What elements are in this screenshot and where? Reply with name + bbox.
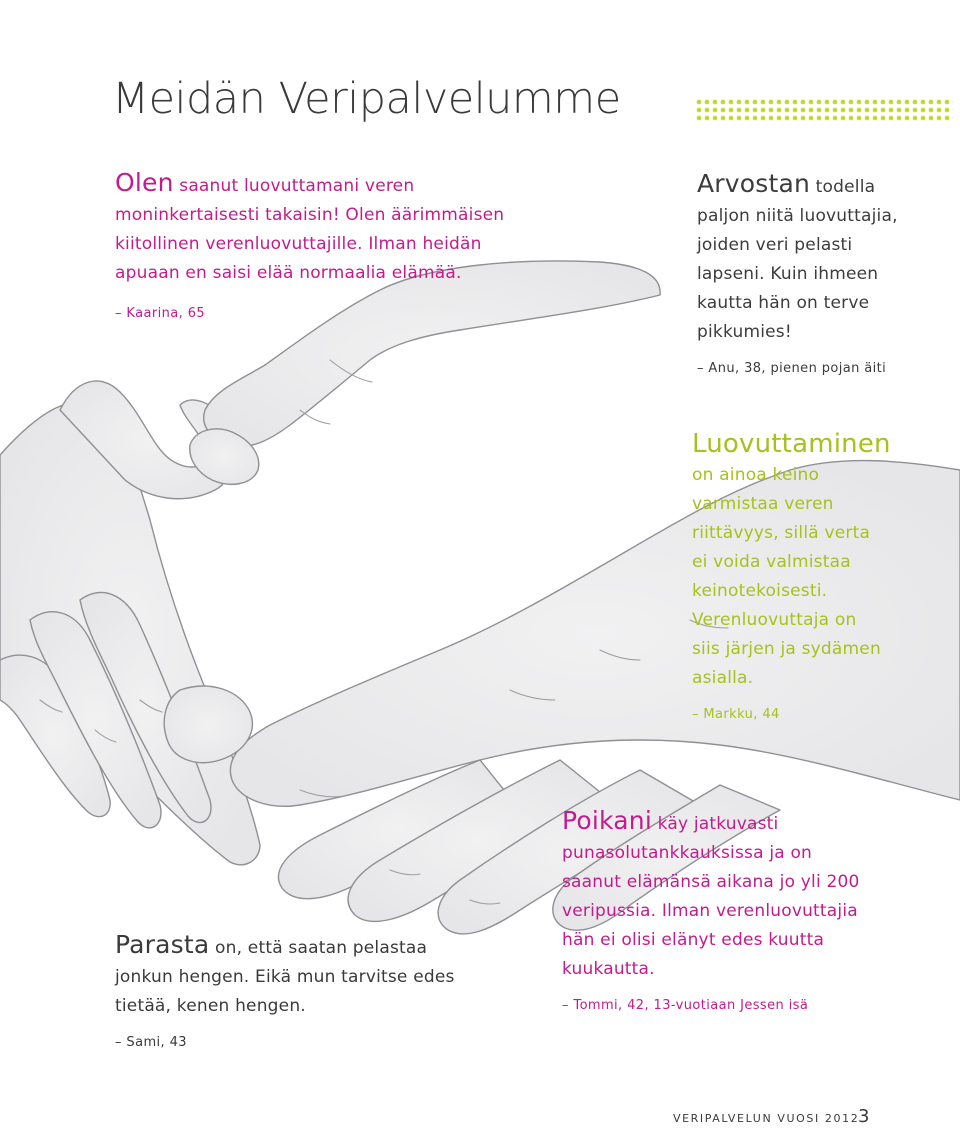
quote-tommi [562, 806, 922, 1016]
quote-text-line: pikkumies! [697, 322, 792, 342]
quote-author: – Sami, 43 [115, 1035, 187, 1050]
quote-text-line: asialla. [692, 668, 754, 688]
quote-text-line: apuaan en saisi elää normaalia elämää. [115, 263, 462, 283]
title-dot-pattern [695, 98, 953, 122]
quote-text-line: on ainoa keino [692, 465, 820, 485]
quote-text-line: keinotekoisesti. [692, 581, 828, 601]
quote-text-line: siis järjen ja sydämen [692, 639, 881, 659]
quote-text-line: paljon niitä luovuttajia, [697, 206, 898, 226]
quote-text-line: saanut elämänsä aikana jo yli 200 [562, 872, 860, 892]
quote-text-line: varmistaa veren [692, 494, 834, 514]
quote-author: – Tommi, 42, 13-vuotiaan Jessen isä [562, 998, 809, 1013]
quote-anu [697, 169, 947, 379]
quote-text-line: lapseni. Kuin ihmeen [697, 264, 879, 284]
quote-text-first: käy jatkuvasti [651, 814, 779, 834]
page-number: 3 [858, 1106, 870, 1127]
quote-text-first: saanut luovuttamani veren [173, 176, 415, 196]
quote-author: – Kaarina, 65 [115, 306, 206, 321]
footer-publication: VERIPALVELUN VUOSI 2012 [673, 1112, 860, 1125]
quote-text-line: hän ei olisi elänyt edes kuutta [562, 930, 825, 950]
quote-text-first: on, että saatan pelastaa [209, 938, 428, 958]
quote-text-line: punasolutankkauksissa ja on [562, 843, 813, 863]
quote-text-line: joiden veri pelasti [697, 235, 853, 255]
quote-author: – Markku, 44 [692, 707, 780, 722]
quote-text-line: veripussia. Ilman verenluovuttajia [562, 901, 858, 921]
quote-lead-word: Luovuttaminen [692, 429, 891, 459]
quote-markku [692, 427, 952, 725]
quote-lead-word: Olen [115, 168, 174, 197]
quote-sami [115, 930, 515, 1053]
quote-lead-word: Parasta [115, 930, 210, 959]
quote-lead-word: Poikani [562, 806, 652, 835]
quote-text-line: ei voida valmistaa [692, 552, 851, 572]
quote-text-line: Verenluovuttaja on [692, 610, 857, 630]
quote-text-line: moninkertaisesti takaisin! Olen äärimmäisen [115, 205, 505, 225]
page-title: Meidän Veripalvelumme [112, 74, 621, 124]
quote-text-line: kuukautta. [562, 959, 655, 979]
quote-kaarina [115, 168, 635, 324]
quote-text-line: jonkun hengen. Eikä mun tarvitse edes [115, 967, 455, 987]
quote-text-line: riittävyys, sillä verta [692, 523, 871, 543]
quote-text-line: kautta hän on terve [697, 293, 870, 313]
quote-lead-word: Arvostan [697, 169, 811, 198]
quote-text-line: tietää, kenen hengen. [115, 996, 306, 1016]
quote-text-line: kiitollinen verenluovuttajille. Ilman heidän [115, 234, 482, 254]
quote-text-first: todella [810, 177, 876, 197]
quote-author: – Anu, 38, pienen pojan äiti [697, 361, 887, 376]
